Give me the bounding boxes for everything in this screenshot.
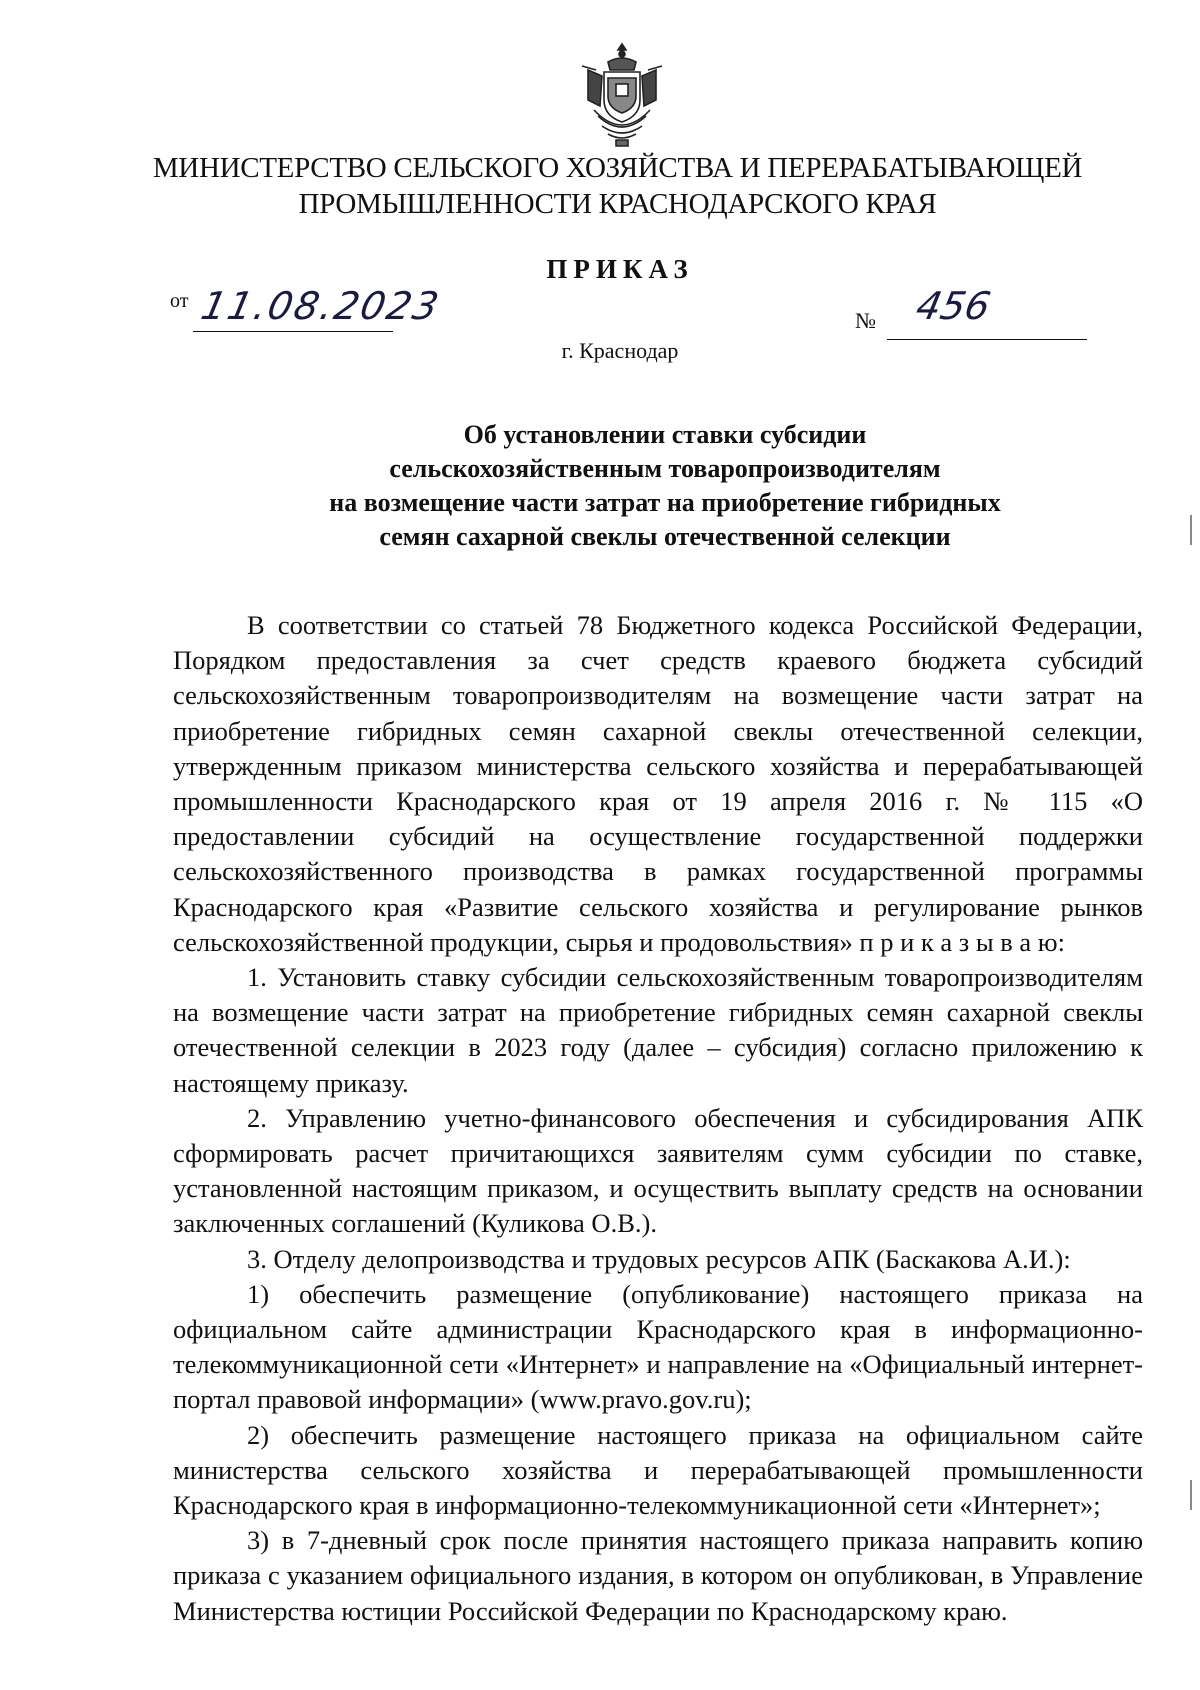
- clause-3: 3. Отделу делопроизводства и трудовых ресурсов АПК (Баскакова А.И.):: [247, 1243, 1071, 1274]
- number-field: [855, 284, 995, 334]
- preamble-paragraph: В соответствии со статьей 78 Бюджетного кодекса Российской Федерации, Порядком предоставления за счет средств краевого бюджета субсидий сельскохозяйственным товаропроизводителям на возмещение части затрат на приобретение гибридных семян сахарной свеклы отечественной селекции, утвержденным приказом министерства сельского хозяйства и перерабатывающей промышленности Краснодарского края от 19 апреля 2016 г. № 115 «О предоставлении субсидий на осуществление государственной поддержки сельскохозяйственного производства в рамках государственной программы Краснодарского края «Развитие сельского хозяйства и регулирование рынков сельскохозяйственной продукции, сырья и продовольствия» п р и к а з ы в а ю:: [173, 610, 1143, 957]
- date-field: [170, 284, 445, 328]
- handwritten-number: 456: [912, 284, 995, 328]
- number-prefix: №: [855, 308, 876, 333]
- city: г. Краснодар: [561, 338, 679, 363]
- clause-1: 1. Установить ставку субсидии сельскохозяйственным товаропроизводителям на возмещение части затрат на приобретение гибридных семян сахарной свеклы отечественной селекции в 2023 году (далее – субсидия) согласно приложению к настоящему приказу.: [173, 962, 1143, 1098]
- ministry-name: [0, 150, 1200, 222]
- scan-margin-mark: [1190, 515, 1192, 545]
- clause-3-item-1: 1) обеспечить размещение (опубликование) настоящего приказа на официальном сайте администрации Краснодарского края в информационно-телекоммуникационной сети «Интернет» и направление на «Официальный интернет-портал правовой информации» (www.pravo.gov.ru);: [173, 1278, 1143, 1415]
- title-line-1: Об установлении ставки субсидии: [463, 420, 867, 449]
- title-line-4: семян сахарной свеклы отечественной селекции: [379, 522, 951, 551]
- handwritten-date: 11.08.2023: [197, 284, 445, 328]
- document-type: ПРИКАЗ: [546, 254, 694, 284]
- document-title: [0, 418, 1200, 554]
- document-body: [173, 608, 1143, 1629]
- title-line-2: сельскохозяйственным товаропроизводителям: [389, 454, 941, 483]
- clause-3-item-2: 2) обеспечить размещение настоящего приказа на официальном сайте министерства сельского хозяйства и перерабатывающей промышленности Краснодарского края в информационно-телекоммуникационной сети «Интернет»;: [173, 1419, 1143, 1521]
- coat-of-arms-icon: [578, 40, 666, 150]
- date-underline: [193, 331, 393, 332]
- ministry-line-1: МИНИСТЕРСТВО СЕЛЬСКОГО ХОЗЯЙСТВА И ПЕРЕРАБАТЫВАЮЩЕЙ: [152, 152, 1083, 184]
- clause-2: 2. Управлению учетно-финансового обеспечения и субсидирования АПК сформировать расчет причитающихся заявителям сумм субсидии по ставке, установленной настоящим приказом, и осуществить выплату средств на основании заключенных соглашений (Куликова О.В.).: [173, 1102, 1143, 1239]
- date-prefix: от: [170, 290, 189, 312]
- scan-margin-mark: [1190, 1480, 1192, 1510]
- ministry-line-2: ПРОМЫШЛЕННОСТИ КРАСНОДАРСКОГО КРАЯ: [298, 188, 937, 220]
- clause-3-item-3: 3) в 7-дневный срок после принятия настоящего приказа направить копию приказа с указанием официального издания, в котором он опубликован, в Управление Министерства юстиции Российской Федерации по Краснодарскому краю.: [173, 1525, 1143, 1626]
- title-line-3: на возмещение части затрат на приобретение гибридных: [329, 488, 1001, 517]
